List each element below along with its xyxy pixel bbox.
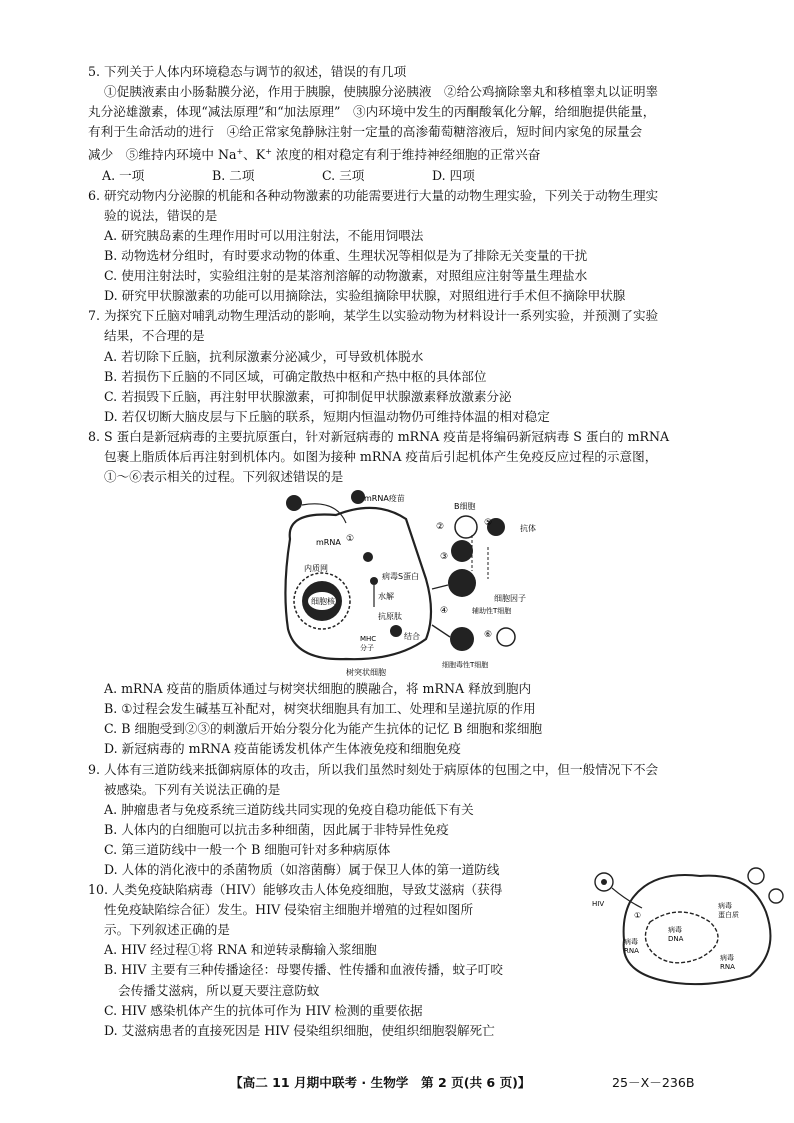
- label-vaccine: mRNA疫苗: [364, 494, 405, 504]
- option-b[interactable]: B. 动物选材分组时，有时要求动物的体重、生理状况等相似是为了排除无关变量的干扰: [104, 248, 588, 264]
- q10-stem: 示。下列叙述正确的是: [104, 922, 230, 938]
- q8-stem: 包裹上脂质体后再注射到机体内。如图为接种 mRNA 疫苗后引起机体产生免疫反应过程的示意图，: [104, 448, 658, 464]
- label-hydrolysis: 水解: [378, 592, 394, 602]
- option-a[interactable]: A. 肿瘤患者与免疫系统三道防线共同实现的免疫自稳功能低下有关: [104, 801, 474, 817]
- arrow: [302, 504, 346, 523]
- label-er: 内质网: [304, 564, 328, 574]
- option-d[interactable]: D. 四项: [432, 167, 475, 183]
- ribosome: [363, 552, 373, 562]
- label-step: ③: [440, 552, 449, 563]
- q7-stem: 结果，不合理的是: [104, 328, 205, 344]
- label-viral-dna: 病毒: [668, 926, 682, 934]
- helper-t-cell: [448, 569, 476, 597]
- q5-stem: 5. 下列关于人体内环境稳态与调节的叙述，错误的有几项: [88, 64, 407, 79]
- immune-diagram-svg: [276, 489, 556, 677]
- label-bind: 结合: [404, 632, 420, 642]
- protein: [370, 577, 378, 585]
- hiv-particle: [748, 868, 764, 884]
- q5-line: 丸分泌雄激素，体现“减法原理”和“加法原理” ③内环境中发生的丙酮酸氧化分解，给细胞提供能量，: [88, 104, 656, 120]
- hiv-particle: [769, 889, 783, 903]
- q5-text: 、K: [243, 147, 266, 163]
- label-cytokine: 细胞因子: [494, 594, 526, 604]
- label-viral-rna: 病毒: [624, 938, 638, 946]
- b-cell: [455, 516, 477, 538]
- arrow: [432, 585, 448, 589]
- option-d[interactable]: D. 艾滋病患者的直接死因是 HIV 侵染组织细胞，使组织细胞裂解死亡: [104, 1022, 495, 1038]
- q9-stem: 9. 人体有三道防线来抵御病原体的攻击，所以我们虽然时刻处于病原体的包围之中，但一般情况下不会: [88, 761, 659, 777]
- option-c[interactable]: C. 使用注射法时，实验组注射的是某溶剂溶解的动物激素，对照组应注射等量生理盐水: [104, 268, 588, 284]
- option-c[interactable]: C. 第三道防线中一般一个 B 细胞可针对多种病原体: [104, 841, 391, 857]
- option-b[interactable]: B. 人体内的白细胞可以抗击多种细菌，因此属于非特异性免疫: [104, 821, 449, 837]
- label-mrna: mRNA: [316, 538, 341, 548]
- hiv-core: [601, 879, 607, 885]
- option-a[interactable]: A. 研究胰岛素的生理作用时可以用注射法，不能用饲喂法: [104, 227, 424, 243]
- q5-text: 减少 ⑤维持内环境中 Na: [88, 147, 237, 163]
- option-d[interactable]: D. 人体的消化液中的杀菌物质（如溶菌酶）属于保卫人体的第一道防线: [104, 862, 500, 877]
- hiv-infection-diagram: [590, 862, 786, 990]
- option-a[interactable]: A. 若切除下丘脑，抗利尿激素分泌减少，可导致机体脱水: [104, 348, 424, 364]
- label-step: ⑤: [484, 518, 493, 529]
- mhc-complex: [390, 625, 402, 637]
- superscript: +: [236, 147, 244, 157]
- page-footer: 【高二 11 月期中联考 · 生物学 第 2 页(共 6 页)】: [230, 1075, 531, 1090]
- label-mhc: 分子: [360, 644, 374, 653]
- label-peptide: 抗原肽: [378, 612, 402, 622]
- q8-stem: ①～⑥表示相关的过程。下列叙述错误的是: [104, 469, 344, 485]
- q8-stem: 8. S 蛋白是新冠病毒的主要抗原蛋白，针对新冠病毒的 mRNA 疫苗是将编码新冠病毒 S 蛋白的 mRNA: [88, 428, 670, 444]
- option-b[interactable]: B. HIV 主要有三种传播途径：母婴传播、性传播和血液传播，蚊子叮咬: [104, 962, 503, 978]
- vaccine-particle: [286, 495, 302, 511]
- superscript: +: [265, 147, 272, 157]
- label-dendritic-cell: 树突状细胞: [346, 668, 386, 678]
- option-a[interactable]: A. mRNA 疫苗的脂质体通过与树突状细胞的膜融合，将 mRNA 释放到胞内: [104, 681, 532, 697]
- label-nucleus: 细胞核: [311, 597, 335, 607]
- q5-options: [88, 166, 728, 186]
- option-b[interactable]: B. ①过程会发生碱基互补配对，树突状细胞具有加工、处理和呈递抗原的作用: [104, 701, 536, 717]
- label-viral-rna: RNA: [624, 947, 639, 955]
- option-a[interactable]: A. HIV 经过程①将 RNA 和逆转录酶输入浆细胞: [104, 942, 377, 958]
- option-d[interactable]: D. 若仅切断大脑皮层与下丘脑的联系，短期内恒温动物仍可维持体温的相对稳定: [104, 408, 550, 424]
- arrow: [432, 625, 450, 637]
- label-viral-rna: 病毒: [720, 954, 734, 962]
- label-helper-t: 辅助性T细胞: [472, 607, 512, 616]
- immune-response-diagram: [276, 489, 556, 677]
- option-d[interactable]: D. 研究甲状腺激素的功能可以用摘除法，实验组摘除甲状腺，对照组进行手术但不摘除甲状腺: [104, 288, 626, 304]
- label-viral-protein: 病毒: [718, 902, 732, 910]
- exam-code: 25－X－236B: [612, 1075, 695, 1090]
- target-cell: [497, 628, 515, 646]
- label-viral-protein: 蛋白质: [718, 911, 739, 919]
- cytotoxic-t-cell: [450, 627, 474, 651]
- label-step: ①: [634, 911, 642, 920]
- label-b-cell: B细胞: [454, 502, 476, 512]
- q10-stem: 10. 人类免疫缺陷病毒（HIV）能够攻击人体免疫细胞，导致艾滋病（获得: [88, 882, 503, 898]
- q7-stem: 7. 为探究下丘脑对哺乳动物生理活动的影响，某学生以实验动物为材料设计一系列实验，并预测了实验: [88, 308, 659, 324]
- q5-line: [88, 142, 728, 165]
- option-b-cont: 会传播艾滋病，所以夏天要注意防蚊: [118, 982, 320, 998]
- label-step: ②: [436, 522, 445, 533]
- q5-line: 有利于生命活动的进行 ④给正常家兔静脉注射一定量的高渗葡萄糖溶液后，短时间内家兔的尿量会: [88, 124, 643, 140]
- q10-stem: 性免疫缺陷综合征）发生。HIV 侵染宿主细胞并增殖的过程如图所: [104, 902, 474, 918]
- hiv-diagram-svg: [590, 862, 786, 990]
- q5-line: ①促胰液素由小肠黏膜分泌，作用于胰腺，使胰腺分泌胰液 ②给公鸡摘除睾丸和移植睾丸以证明睾: [104, 84, 659, 100]
- label-viral-dna: DNA: [668, 935, 684, 943]
- label-step: ⑥: [484, 630, 493, 641]
- t-cell: [451, 540, 473, 562]
- label-cytotoxic-t: 细胞毒性T细胞: [442, 661, 489, 670]
- option-c[interactable]: C. HIV 感染机体产生的抗体可作为 HIV 检测的重要依据: [104, 1002, 423, 1018]
- label-antibody: 抗体: [520, 524, 536, 534]
- q5-text: 浓度的相对稳定有利于维持神经细胞的正常兴奋: [271, 147, 541, 163]
- label-mhc: MHC: [360, 635, 377, 644]
- option-c[interactable]: C. B 细胞受到②③的刺激后开始分裂分化为能产生抗体的记忆 B 细胞和浆细胞: [104, 721, 543, 737]
- host-cell: [624, 875, 771, 984]
- label-s-protein: 病毒S蛋白: [382, 572, 420, 582]
- q6-stem: 验的说法，错误的是: [104, 207, 218, 223]
- option-d[interactable]: D. 新冠病毒的 mRNA 疫苗能诱发机体产生体液免疫和细胞免疫: [104, 741, 461, 757]
- q6-stem: 6. 研究动物内分泌腺的机能和各种动物激素的功能需要进行大量的动物生理实验，下列关于动物生理实: [88, 187, 659, 203]
- q9-stem: 被感染。下列有关说法正确的是: [104, 781, 281, 797]
- label-step: ④: [440, 606, 449, 617]
- option-b[interactable]: B. 若损伤下丘脑的不同区域，可确定散热中枢和产热中枢的具体部位: [104, 368, 487, 384]
- option-b[interactable]: B. 二项: [212, 167, 255, 183]
- label-step: ①: [346, 534, 355, 545]
- option-a[interactable]: A. 一项: [102, 167, 145, 183]
- vaccine-particle: [351, 490, 365, 504]
- label-hiv: HIV: [592, 900, 605, 908]
- label-viral-rna: RNA: [720, 963, 735, 971]
- option-c[interactable]: C. 若损毁下丘脑，再注射甲状腺激素，可抑制促甲状腺激素释放激素分泌: [104, 388, 512, 404]
- option-c[interactable]: C. 三项: [322, 167, 365, 183]
